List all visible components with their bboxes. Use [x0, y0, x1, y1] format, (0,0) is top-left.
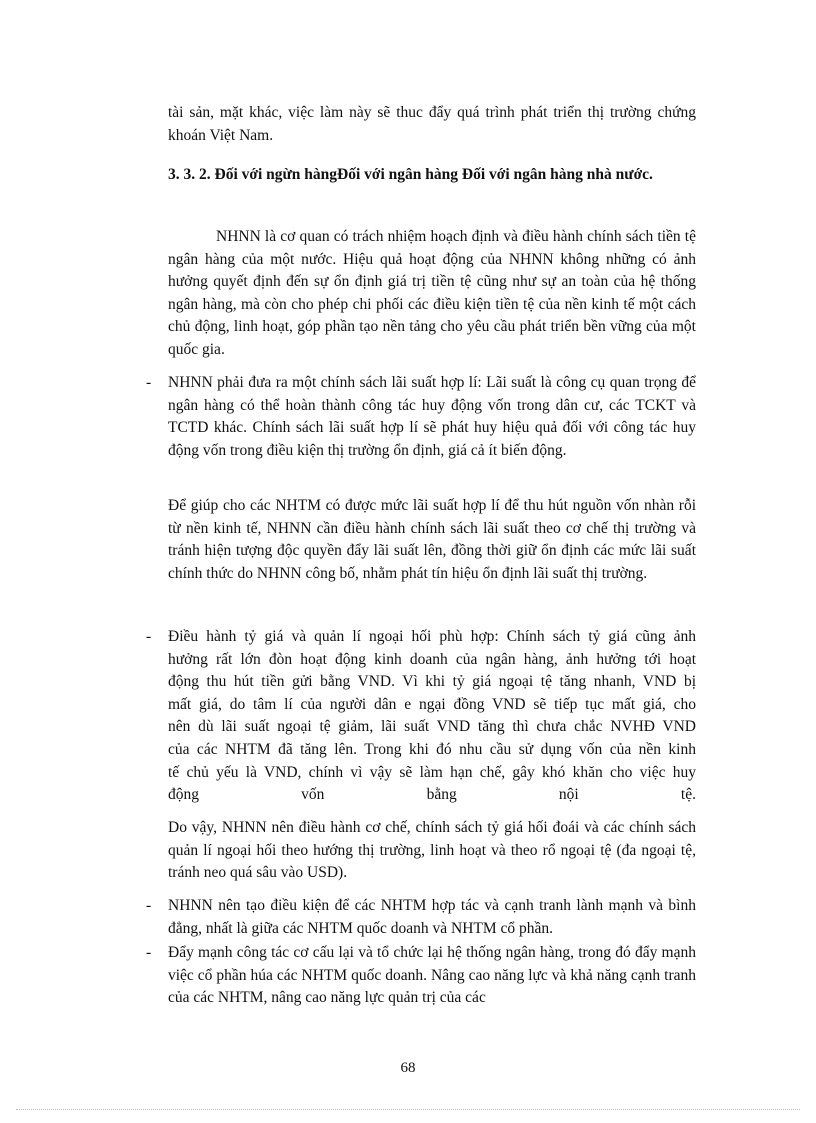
text-line	[168, 784, 696, 807]
bullet-exchange-rate	[168, 626, 696, 807]
bullet-dash: -	[146, 374, 152, 391]
text-line: nên dù lãi suất ngoại tệ giảm, lãi suất VND tăng thì chưa chắc NVHĐ VND	[168, 718, 696, 736]
bullet-dash: -	[146, 897, 152, 914]
text-line: Điều hành tỷ giá và quản lí ngoại hối phù hợp: Chính sách tỷ giá cũng ảnh	[168, 628, 696, 645]
word: vốn	[301, 786, 325, 804]
text-line: hưởng rất lớn đòn hoạt động kinh doanh của ngân hàng, ảnh hưởng tới hoạt	[168, 650, 696, 668]
text-line: của các NHTM đã tăng lên. Trong khi đó nhu cầu sử dụng vốn của nền kinh	[168, 740, 696, 758]
page-number: 68	[400, 1060, 416, 1076]
text-line: mất giá, do tâm lí của người dân e ngại đồng VND sẽ tiếp tục mất giá, cho	[168, 695, 696, 713]
bullet-interest-rate-continued: Để giúp cho các NHTM có được mức lãi suất hợp lí để thu hút nguồn vốn nhàn rỗi từ nền kinh tế, NHNN cần điều hành chính sách lãi suất theo cơ chế thị trường và tránh hiện tượng độc quyền đẩy lãi suất lên, đồng thời giữ ổn định các mức lãi suất chính thức do NHNN công bố, nhằm phát tín hiệu ổn định lãi suất thị trường.	[168, 497, 696, 582]
text-line: tế chủ yếu là VND, chính vì vậy sẽ làm hạn chế, gây khó khăn cho việc huy	[168, 763, 696, 781]
section-heading: 3. 3. 2. Đối với ngừn hàngĐối với ngân hàng Đối với ngân hàng nhà nước.	[168, 166, 653, 183]
word: động	[168, 786, 199, 804]
text-line: động thu hút tiền gửi bằng VND. Vì khi tỷ giá ngoại tệ tăng nhanh, VND bị	[168, 673, 696, 691]
intro-paragraph: tài sản, mặt khác, việc làm này sẽ thuc đẩy quá trình phát triển thị trường chứng khoán Việt Nam.	[168, 104, 696, 144]
bullet-dash: -	[146, 944, 152, 961]
bullet-competition: NHNN nên tạo điều kiện để các NHTM hợp tác và cạnh tranh lành mạnh và bình đẳng, nhất là giữa các NHTM quốc doanh và NHTM cổ phần.	[168, 897, 696, 937]
word: tệ.	[680, 786, 696, 804]
word: nội	[558, 786, 579, 804]
nhnn-paragraph: NHNN là cơ quan có trách nhiệm hoạch định và điều hành chính sách tiền tệ ngân hàng của một nước. Hiệu quả hoạt động của NHNN không những có ảnh hưởng quyết định đến sự ổn định giá trị tiền tệ cũng như sự an toàn của hệ thống ngân hàng, mà còn cho phép chi phối các điều kiện tiền tệ của nền kinh tế một cách chủ động, linh hoạt, góp phần tạo nền tảng cho yêu cầu phát triển bền vững của một quốc gia.	[168, 228, 696, 358]
word: bằng	[426, 786, 457, 804]
bullet-interest-rate: NHNN phải đưa ra một chính sách lãi suất hợp lí: Lãi suất là công cụ quan trọng để ngân hàng có thể hoàn thành công tác huy động vốn trong dân cư, các TCKT và TCTD khác. Chính sách lãi suất hợp lí sẽ phát huy hiệu quả đối với công tác huy động vốn trong điều kiện thị trường ổn định, giá cả ít biến động.	[168, 374, 696, 459]
footer-dotted-rule	[16, 1109, 800, 1110]
bullet-dash: -	[146, 628, 152, 645]
dovay-paragraph: Do vậy, NHNN nên điều hành cơ chế, chính sách tỷ giá hối đoái và các chính sách quản lí ngoại hối theo hướng thị trường, linh hoạt và theo rổ ngoại tệ (đa ngoại tệ, tránh neo quá sâu vào USD).	[168, 819, 696, 882]
bullet-restructure: Đẩy mạnh công tác cơ cấu lại và tổ chức lại hệ thống ngân hàng, trong đó đẩy mạnh việc cổ phần húa các NHTM quốc doanh. Nâng cao năng lực và khả năng cạnh tranh của các NHTM, nâng cao năng lực quản trị của các	[168, 944, 696, 1007]
